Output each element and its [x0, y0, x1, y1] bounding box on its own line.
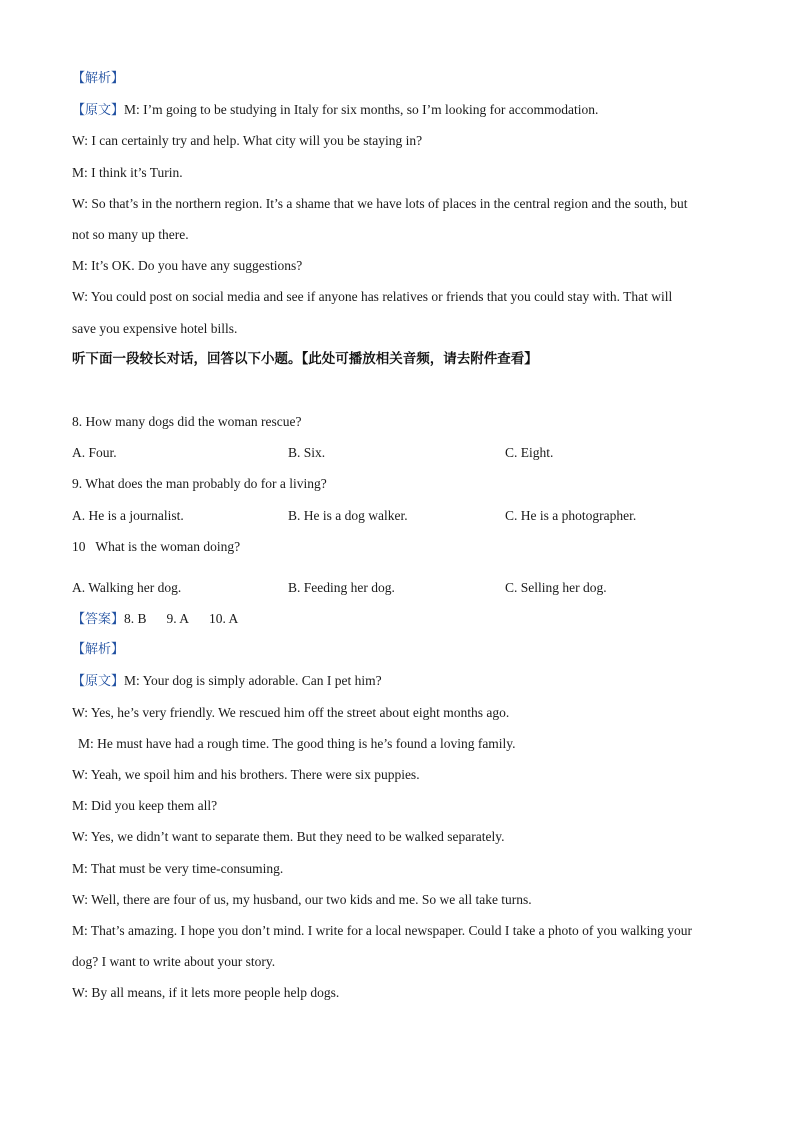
transcript-line: dog? I want to write about your story.	[72, 954, 276, 970]
question-stem-9: 9. What does the man probably do for a living?	[72, 476, 327, 492]
analysis-heading-2: 【解析】	[72, 642, 125, 658]
transcript-text: M: Your dog is simply adorable. Can I pet him?	[124, 673, 382, 689]
answer-item: 10. A	[209, 611, 239, 626]
answer-line	[72, 603, 732, 634]
transcript-line: M: That must be very time-consuming.	[72, 860, 284, 876]
option-c: C. Selling her dog.	[505, 579, 607, 595]
transcript-line: not so many up there.	[72, 226, 189, 242]
transcript-text: M: I’m going to be studying in Italy for six months, so I’m looking for accommodation.	[124, 102, 599, 118]
options-row-10	[72, 572, 732, 603]
transcript-line	[72, 94, 732, 125]
transcript-line: save you expensive hotel bills.	[72, 320, 238, 336]
document-page	[72, 63, 732, 1008]
transcript-line: M: He must have had a rough time. The good thing is he’s found a loving family.	[78, 735, 516, 751]
transcript-line: W: I can certainly try and help. What city will you be staying in?	[72, 133, 423, 149]
transcript-line: M: It’s OK. Do you have any suggestions?	[72, 258, 303, 274]
options-row-8	[72, 437, 732, 468]
transcript-line: W: Yes, we didn’t want to separate them. But they need to be walked separately.	[72, 829, 505, 845]
answer-item: 8. B	[124, 611, 147, 626]
transcript-line: W: Well, there are four of us, my husband, our two kids and me. So we all take turns.	[72, 891, 532, 907]
option-b: B. Feeding her dog.	[288, 579, 395, 595]
transcript-line	[72, 665, 732, 696]
transcript-line: W: So that’s in the northern region. It’s a shame that we have lots of places in the central region and the south, but	[72, 195, 688, 211]
answer-label: 【答案】	[72, 612, 125, 627]
transcript-line: W: By all means, if it lets more people help dogs.	[72, 985, 340, 1001]
option-a: A. Walking her dog.	[72, 579, 182, 595]
transcript-label-2: 【原文】	[72, 674, 125, 690]
question-stem-10: 10 What is the woman doing?	[72, 538, 241, 554]
option-b: B. Six.	[288, 445, 326, 461]
analysis-heading-1: 【解析】	[72, 71, 125, 86]
option-a: A. Four.	[72, 445, 117, 461]
transcript-line: W: Yes, he’s very friendly. We rescued him off the street about eight months ago.	[72, 704, 510, 720]
transcript-line: M: I think it’s Turin.	[72, 164, 183, 180]
option-c: C. He is a photographer.	[505, 507, 637, 523]
transcript-line: W: You could post on social media and see if anyone has relatives or friends that you could stay with. That will	[72, 289, 673, 305]
answer-item: 9. A	[166, 611, 190, 626]
transcript-line: M: That’s amazing. I hope you don’t mind. I write for a local newspaper. Could I take a photo of you walking your	[72, 922, 692, 938]
option-b: B. He is a dog walker.	[288, 507, 408, 523]
spacer	[72, 375, 732, 406]
transcript-line: M: Did you keep them all?	[72, 798, 218, 814]
transcript-line: W: Yeah, we spoil him and his brothers. There were six puppies.	[72, 766, 420, 782]
options-row-9	[72, 500, 732, 531]
option-a: A. He is a journalist.	[72, 507, 184, 523]
listening-instruction: 听下面一段较长对话，回答以下小题。【此处可播放相关音频，请去附件查看】	[72, 350, 538, 367]
question-stem-8: 8. How many dogs did the woman rescue?	[72, 414, 302, 430]
transcript-label-1: 【原文】	[72, 103, 125, 119]
option-c: C. Eight.	[505, 445, 554, 461]
